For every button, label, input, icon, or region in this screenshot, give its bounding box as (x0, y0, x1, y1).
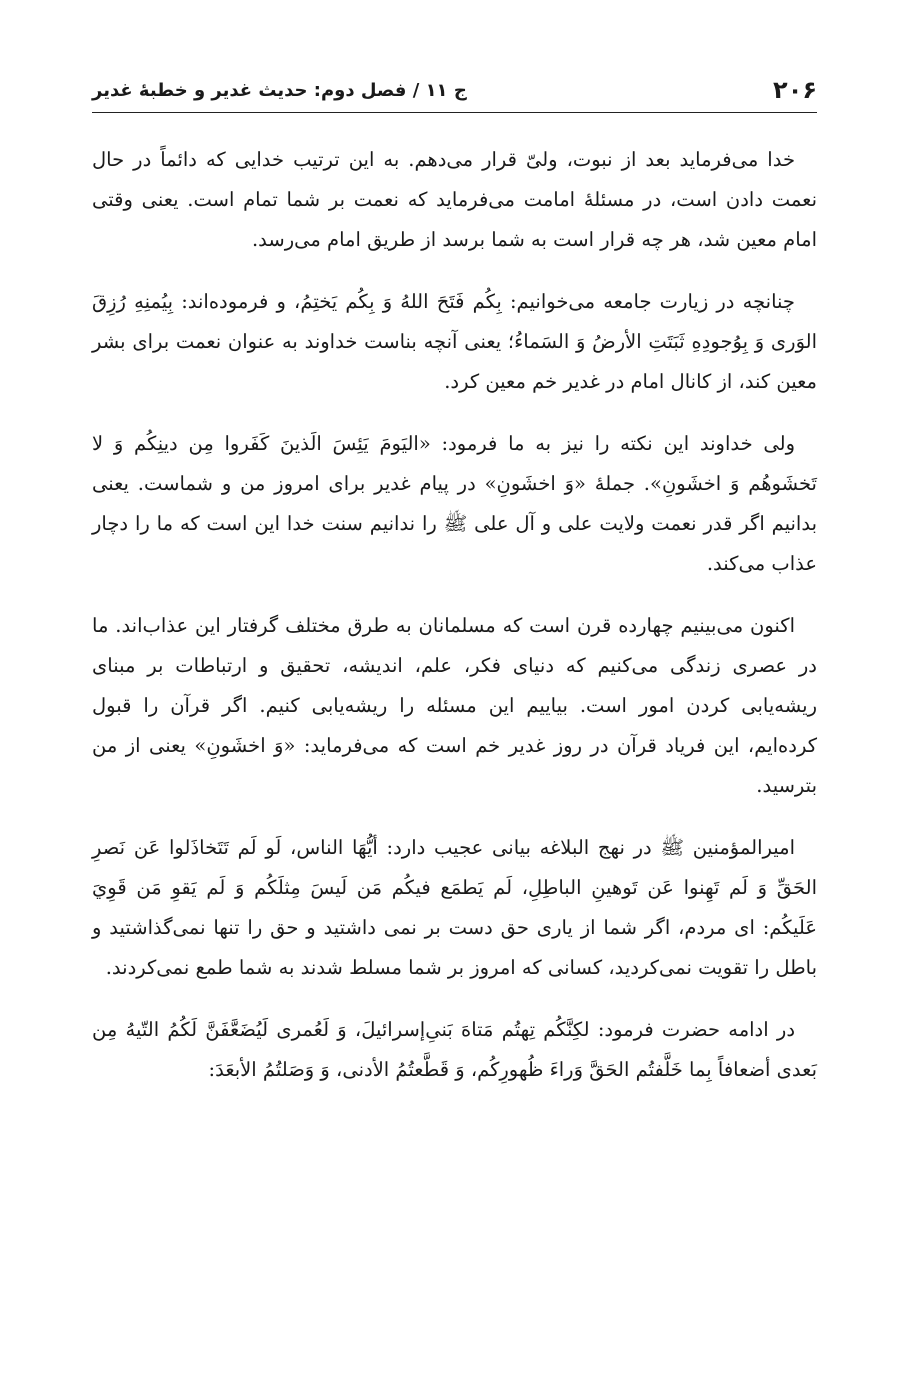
paragraph: اکنون می‌بینیم چهارده قرن است که مسلمانان به طرق مختلف گرفتار این عذاب‌اند. ما در عصری زندگی می‌کنیم که دنیای فکر، علم، اندیشه، تحقیق و ارتباطات بر مبنای ریشه‌یابی کردن امور است. بیاییم این مسئله را ریشه‌یابی کنیم. اگر قرآن را قبول کرده‌ایم، این فریاد قرآن در روز غدیر خم است که می‌فرماید: «وَ اخشَونِ» یعنی از من بترسید. (92, 614, 817, 797)
paragraph: ولی خداوند این نکته را نیز به ما فرمود: «اليَومَ يَئِسَ الَذينَ كَفَروا مِن دينِكُم وَ لا تَخشَوهُم وَ اخشَونِ». جملهٔ «وَ اخشَونِ» در پیام غدیر برای امروز من و شماست. یعنی بدانیم اگر قدر نعمت ولایت علی و آل علی ﷺ را ندانیم سنت خدا این است که ما را دچار عذاب می‌کند. (92, 432, 817, 575)
running-title: ج ۱۱ / فصل دوم: حدیث غدیر و خطبهٔ غدیر (92, 79, 467, 101)
page-number: ۲۰۶ (773, 76, 817, 104)
paragraph: چنانچه در زیارت جامعه می‌خوانیم: بِكُم فَتَحَ اللهُ وَ بِكُم يَختِمُ، و فرموده‌اند: بِيُمنِهِ رُزِقَ الوَرى وَ بِوُجودِهِ ثَبَتَتِ الأرضُ وَ السَماءُ؛ یعنی آنچه بناست خداوند به عنوان نعمت برای بشر معین کند، از کانال امام در غدیر خم معین کرد. (92, 290, 817, 393)
paragraph: خدا می‌فرماید بعد از نبوت، ولیّ قرار می‌دهم. به این ترتیب خدایی که دائماً در حال نعمت دادن است، در مسئلهٔ امامت می‌فرماید که نعمت بر شما تمام است. یعنی وقتی امام معین شد، هر چه قرار است به شما برسد از طریق امام می‌رسد. (92, 148, 817, 251)
paragraph: امیرالمؤمنین ﷺ در نهج البلاغه بیانی عجیب دارد: أيُّهَا الناس، لَو لَم تَتَخاذَلوا عَن نَصرِ الحَقِّ وَ لَم تَهِنوا عَن تَوهينِ الباطِلِ، لَم يَطمَع فيكُم مَن لَيسَ مِثلَكُم وَ لَم يَقوِ مَن قَوِيَ عَلَيكُم: ای مردم، اگر شما از یاری حق دست بر نمی داشتید و حق را تنها نمی‌گذاشتید و باطل را تقویت نمی‌کردید، کسانی که امروز بر شما مسلط شدند به شما طمع نمی‌کردند. (92, 836, 817, 979)
book-page (92, 0, 817, 1390)
running-header (92, 68, 817, 113)
body-text (92, 140, 817, 1112)
paragraph: در ادامه حضرت فرمود: لكِنَّكُم تِهتُم مَتاهَ بَنىِ‌إسرائيلَ، وَ لَعُمرى لَيُضَعَّفَنَّ لَكُمُ التّيهُ مِن بَعدى أضعافاً بِما خَلَّفتُم الحَقَّ وَراءَ ظُهورِكُم، وَ قَطَّعتُمُ الأدنى، وَ وَصَلتُمُ الأبعَدَ: (92, 1018, 817, 1081)
